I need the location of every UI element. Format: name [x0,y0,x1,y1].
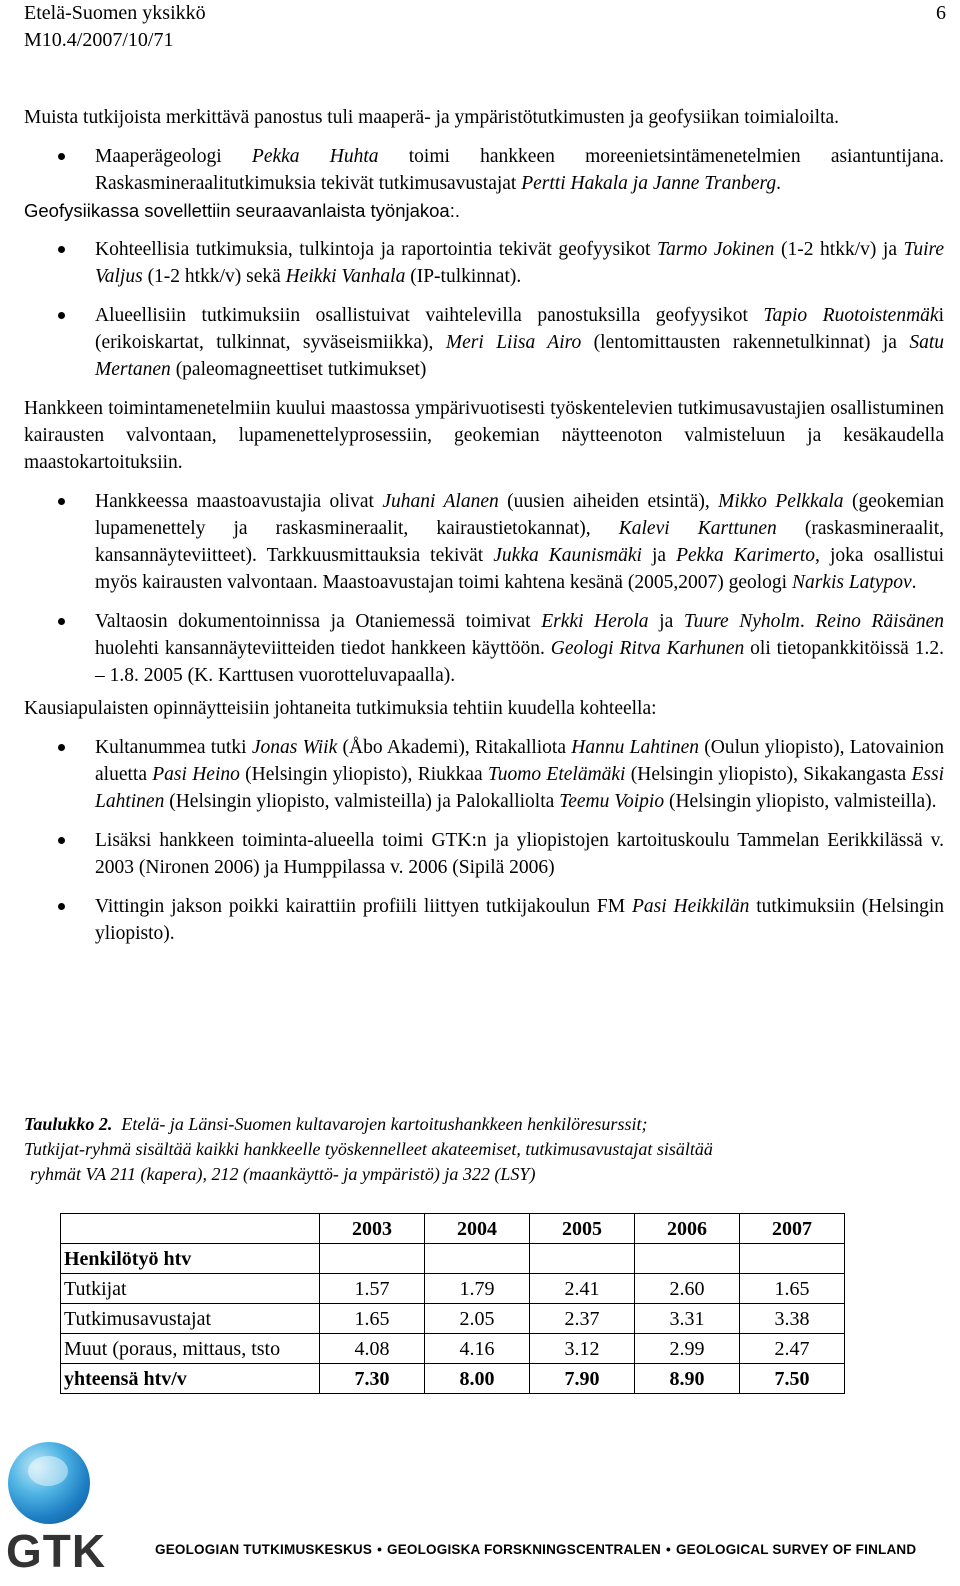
table-cell: 7.90 [530,1364,635,1394]
caption-line-1: Etelä- ja Länsi-Suomen kultavarojen kartoitushankkeen henkilöresurssit; [121,1114,648,1134]
caption-line-3: ryhmät VA 211 (kapera), 212 (maankäyttö- ja ympäristö) ja 322 (LSY) [30,1164,536,1184]
table-cell: 2.41 [530,1274,635,1304]
table-cell: 1.79 [425,1274,530,1304]
year-header: 2007 [740,1214,845,1244]
tagline-en: GEOLOGICAL SURVEY OF FINLAND [675,1542,917,1557]
page-footer [0,1436,960,1586]
table-cell: 2.37 [530,1304,635,1334]
year-header: 2005 [530,1214,635,1244]
list-item: Maaperägeologi Pekka Huhta toimi hankkeen moreenietsintämenetelmien asiantuntijana. Raskasmineraalitutkimuksia tekivät tutkimusavustajat Pertti Hakala ja Janne Tranberg. [24,143,944,197]
table-group-row [61,1244,845,1274]
bullet-icon [58,837,65,844]
gtk-globe-icon [8,1442,90,1524]
header-doc-id: M10.4/2007/10/71 [24,29,174,51]
kausi-paragraph: Kausiapulaisten opinnäytteisiin johtaneita tutkimuksia tehtiin kuudella kohteella: [24,698,657,719]
caption-line-2: Tutkijat-ryhmä sisältää kaikki hankkeelle työskennelleet akateemiset, tutkimusavustajat sisältää [24,1139,713,1159]
table-row [61,1274,845,1304]
table-row [61,1334,845,1364]
table-row [61,1304,845,1334]
table-cell: 8.00 [425,1364,530,1394]
year-header: 2003 [320,1214,425,1244]
methods-paragraph: Hankkeen toimintamenetelmiin kuului maastossa ympärivuotisesti työskentelevien tutkimusavustajien osallistuminen kairausten valvontaan, lupamenettelyprosessiin, geokemian näytteenoton valmisteluun ja kesäkaudella maastokartoituksiin. [24,398,944,473]
table-cell: 2.60 [635,1274,740,1304]
tagline-fi: GEOLOGIAN TUTKIMUSKESKUS [155,1542,373,1557]
total-label: yhteensä htv/v [61,1364,320,1394]
table-cell: 2.99 [635,1334,740,1364]
table-corner-cell [61,1214,320,1244]
table-caption [24,1112,924,1187]
bullet-icon [58,618,65,625]
list-item: Kultanummea tutki Jonas Wiik (Åbo Akademi), Ritakalliota Hannu Lahtinen (Oulun yliopisto), Latovainion aluetta Pasi Heino (Helsingin yliopisto), Riukkaa Tuomo Etelämäki (Helsingin yliopisto), Sikakangasta Essi Lahtinen (Helsingin yliopisto, valmisteilla) ja Palokalliolta Teemu Voipio (Helsingin yliopisto, valmisteilla). [24,734,944,815]
bullet-list-3 [24,488,944,689]
header-org: Etelä-Suomen yksikkö [24,2,206,24]
bullet-list-4 [24,734,944,947]
table-cell: 3.31 [635,1304,740,1334]
tagline-sv: GEOLOGISKA FORSKNINGSCENTRALEN [387,1542,662,1557]
bullet-icon [58,246,65,253]
row-label: Tutkijat [61,1274,320,1304]
row-label: Tutkimusavustajat [61,1304,320,1334]
year-header: 2004 [425,1214,530,1244]
list-item: Hankkeessa maastoavustajia olivat Juhani Alanen (uusien aiheiden etsintä), Mikko Pelkkala (geokemian lupamenettely ja raskasmineraalit, kairaustietokannat), Kalevi Karttunen (raskasmineraalit, kansannäyteviitteet). Tarkkuusmittauksia tekivät Jukka Kaunismäki ja Pekka Karimerto, joka osallistui myös kairausten valvontaan. Maastoavustajan toimi kahtena kesänä (2005,2007) geologi Narkis Latypov. [24,488,944,596]
bullet-icon [58,312,65,319]
table-cell: 7.30 [320,1364,425,1394]
list-item: Vittingin jakson poikki kairattiin profiili liittyen tutkijakoulun FM Pasi Heikkilän tutkimuksiin (Helsingin yliopisto). [24,893,944,947]
bullet-icon [58,744,65,751]
page-number: 6 [936,2,946,24]
list-item: Kohteellisia tutkimuksia, tulkintoja ja raportointia tekivät geofyysikot Tarmo Jokinen (1-2 htkk/v) ja Tuire Valjus (1-2 htkk/v) sekä Heikki Vanhala (IP-tulkinnat). [24,236,944,290]
bullet-icon [58,903,65,910]
list-item: Lisäksi hankkeen toiminta-alueella toimi GTK:n ja yliopistojen kartoituskoulu Tammelan Eerikkilässä v. 2003 (Nironen 2006) ja Humppilassa v. 2006 (Sipilä 2006) [24,827,944,881]
row-label: Muut (poraus, mittaus, tsto [61,1334,320,1364]
geofysiikka-paragraph: Geofysiikassa sovellettiin seuraavanlaista työnjakoa:. [24,200,461,221]
table-cell: 8.90 [635,1364,740,1394]
year-header: 2006 [635,1214,740,1244]
table-cell: 3.12 [530,1334,635,1364]
table-cell: 4.08 [320,1334,425,1364]
bullet-list-1 [24,143,944,197]
caption-label: Taulukko 2. [24,1114,113,1134]
table-cell: 4.16 [425,1334,530,1364]
table-header-row [61,1214,845,1244]
table-cell: 7.50 [740,1364,845,1394]
gtk-logo: GTK [6,1525,107,1577]
resources-table [60,1213,845,1394]
table-total-row [61,1364,845,1394]
footer-tagline: GEOLOGIAN TUTKIMUSKESKUS • GEOLOGISKA FORSKNINGSCENTRALEN • GEOLOGICAL SURVEY OF FINLAND [155,1542,917,1557]
group-label: Henkilötyö htv [61,1244,320,1274]
intro-paragraph: Muista tutkijoista merkittävä panostus tuli maaperä- ja ympäristötutkimusten ja geofysiikan toimialoilta. [24,107,840,128]
bullet-list-2 [24,236,944,383]
table-cell: 1.65 [740,1274,845,1304]
bullet-icon [58,498,65,505]
document-body [24,104,944,947]
table-cell: 2.47 [740,1334,845,1364]
bullet-icon [58,153,65,160]
page-header [24,0,206,54]
table-cell: 3.38 [740,1304,845,1334]
table-cell: 1.57 [320,1274,425,1304]
table-cell: 2.05 [425,1304,530,1334]
table-cell: 1.65 [320,1304,425,1334]
list-item: Alueellisiin tutkimuksiin osallistuivat vaihtelevilla panostuksilla geofyysikot Tapio Ruotoistenmäki (erikoiskartat, tulkinnat, syväseismiikka), Meri Liisa Airo (lentomittausten rakennetulkinnat) ja Satu Mertanen (paleomagneettiset tutkimukset) [24,302,944,383]
list-item: Valtaosin dokumentoinnissa ja Otaniemessä toimivat Erkki Herola ja Tuure Nyholm. Reino Räisänen huolehti kansannäyteviitteiden tiedot hankkeen käyttöön. Geologi Ritva Karhunen oli tietopankkitöissä 1.2. – 1.8. 2005 (K. Karttusen vuorotteluvapaalla). [24,608,944,689]
